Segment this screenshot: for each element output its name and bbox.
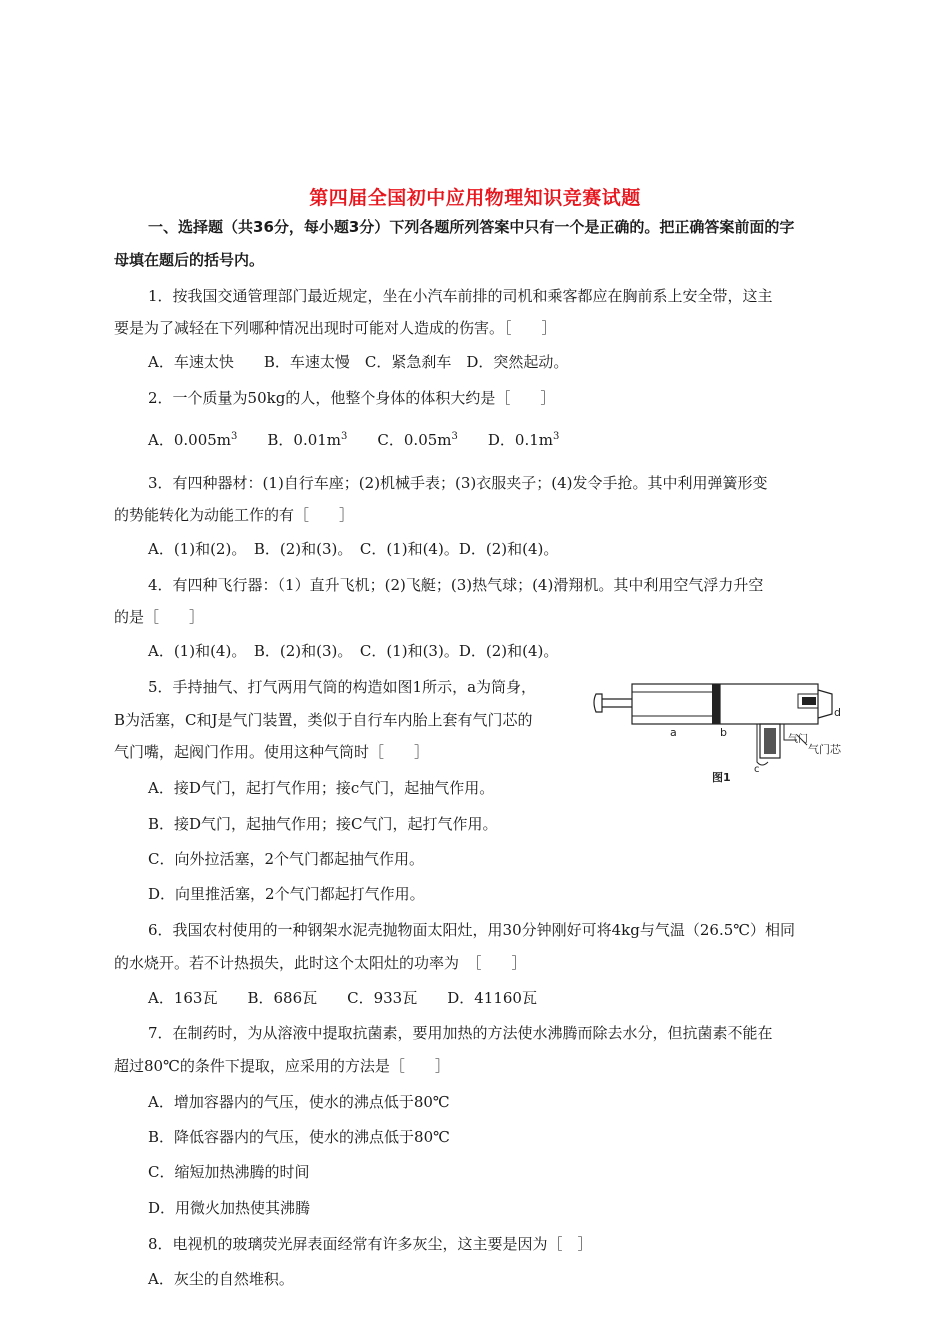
q6-stem-line2: 的水烧开。若不计热损失，此时这个太阳灶的功率为 ［ ］ bbox=[114, 954, 527, 972]
q2-option-a: A．0.005m bbox=[148, 431, 231, 449]
q6-stem-line1: 6．我国农村使用的一种钢架水泥壳抛物面太阳灶，用30分钟刚好可将4kg与气温（26.5℃）相同 bbox=[148, 921, 796, 939]
q5-stem-line2: B为活塞，C和J是气门装置，类似于自行车内胎上套有气门芯的 bbox=[114, 711, 533, 729]
q3-stem-line2: 的势能转化为动能工作的有［ ］ bbox=[114, 506, 355, 524]
q2-options bbox=[148, 430, 559, 450]
q2-option-b: B．0.01m bbox=[267, 431, 342, 449]
q5-option-b: B．接D气门，起抽气作用；接C气门，起打气作用。 bbox=[148, 815, 498, 833]
q1-options: A．车速太快 B．车速太慢 C．紧急刹车 D．突然起动。 bbox=[148, 353, 569, 371]
page-title: 第四届全国初中应用物理知识竞赛试题 bbox=[309, 187, 641, 209]
pump-barrel bbox=[632, 684, 818, 724]
q5-stem-line3: 气门嘴，起阀门作用。使用这种气筒时［ ］ bbox=[114, 743, 430, 761]
figure-caption: 图1 bbox=[712, 771, 731, 784]
q2-option-c: C．0.05m bbox=[377, 431, 452, 449]
section-heading-line2: 母填在题后的括号内。 bbox=[114, 251, 265, 269]
label-d: d bbox=[834, 706, 841, 719]
pump-handle bbox=[594, 694, 602, 712]
q3-stem-line1: 3．有四种器材：(1)自行车座；(2)机械手表；(3)衣服夹子；(4)发令手抢。其中利用弹簧形变 bbox=[148, 474, 768, 492]
q2-option-b-exponent: 3 bbox=[341, 431, 348, 442]
q1-stem-line2: 要是为了减轻在下列哪种情况出现时可能对人造成的伤害。［ ］ bbox=[114, 319, 557, 337]
q4-stem-line1: 4．有四种飞行器：（1）直升飞机；(2)飞艇；(3)热气球；(4)滑翔机。其中利用空气浮力升空 bbox=[148, 576, 764, 594]
q2-option-a-exponent: 3 bbox=[231, 431, 238, 442]
pump-diagram bbox=[592, 680, 854, 788]
q5-option-c: C．向外拉活塞，2个气门都起抽气作用。 bbox=[148, 850, 425, 868]
q7-option-b: B．降低容器内的气压，使水的沸点低于80℃ bbox=[148, 1128, 450, 1146]
q4-options: A．(1)和(4)。 B．(2)和(3)。 C．(1)和(3)。D．(2)和(4)。 bbox=[148, 642, 559, 660]
q7-option-c: C．缩短加热沸腾的时间 bbox=[148, 1163, 310, 1181]
q7-stem-line2: 超过80℃的条件下提取，应采用的方法是［ ］ bbox=[114, 1057, 450, 1075]
q6-options: A．163瓦 B．686瓦 C．933瓦 D．41160瓦 bbox=[148, 989, 537, 1007]
label-b: b bbox=[720, 726, 727, 739]
q2-stem: 2．一个质量为50kg的人，他整个身体的体积大约是［ ］ bbox=[148, 389, 556, 407]
q4-stem-line2: 的是［ ］ bbox=[114, 608, 205, 626]
label-valve: 气门 bbox=[788, 734, 808, 745]
piston bbox=[712, 684, 720, 724]
section-heading-line1: 一、选择题（共36分，每小题3分）下列各题所列答案中只有一个是正确的。把正确答案前面的字 bbox=[148, 218, 795, 236]
q2-option-d: D．0.1m bbox=[487, 431, 553, 449]
q8-stem: 8．电视机的玻璃荧光屏表面经常有许多灰尘，这主要是因为［ ］ bbox=[148, 1235, 593, 1253]
q5-stem-line1: 5．手持抽气、打气两用气筒的构造如图1所示，a为筒身， bbox=[148, 678, 537, 696]
label-a: a bbox=[670, 726, 677, 739]
q7-option-d: D．用微火加热使其沸腾 bbox=[148, 1199, 311, 1217]
nozzle-d bbox=[818, 690, 832, 718]
q1-stem-line1: 1．按我国交通管理部门最近规定，坐在小汽车前排的司机和乘客都应在胸前系上安全带，这主 bbox=[148, 287, 773, 305]
q8-option-a: A．灰尘的自然堆积。 bbox=[148, 1270, 294, 1288]
q3-options: A．(1)和(2)。 B．(2)和(3)。 C．(1)和(4)。D．(2)和(4)。 bbox=[148, 540, 559, 558]
q5-option-d: D．向里推活塞，2个气门都起打气作用。 bbox=[148, 885, 425, 903]
label-c: c bbox=[754, 764, 760, 775]
label-valve-core: 气门芯 bbox=[808, 743, 841, 756]
q2-option-d-exponent: 3 bbox=[553, 431, 560, 442]
q7-option-a: A．增加容器内的气压，使水的沸点低于80℃ bbox=[148, 1093, 450, 1111]
q7-stem-line1: 7．在制药时，为从溶液中提取抗菌素，要用加热的方法使水沸腾而除去水分，但抗菌素不能在 bbox=[148, 1024, 773, 1042]
q2-option-c-exponent: 3 bbox=[451, 431, 458, 442]
q5-option-a: A．接D气门，起打气作用；接c气门，起抽气作用。 bbox=[148, 779, 495, 797]
